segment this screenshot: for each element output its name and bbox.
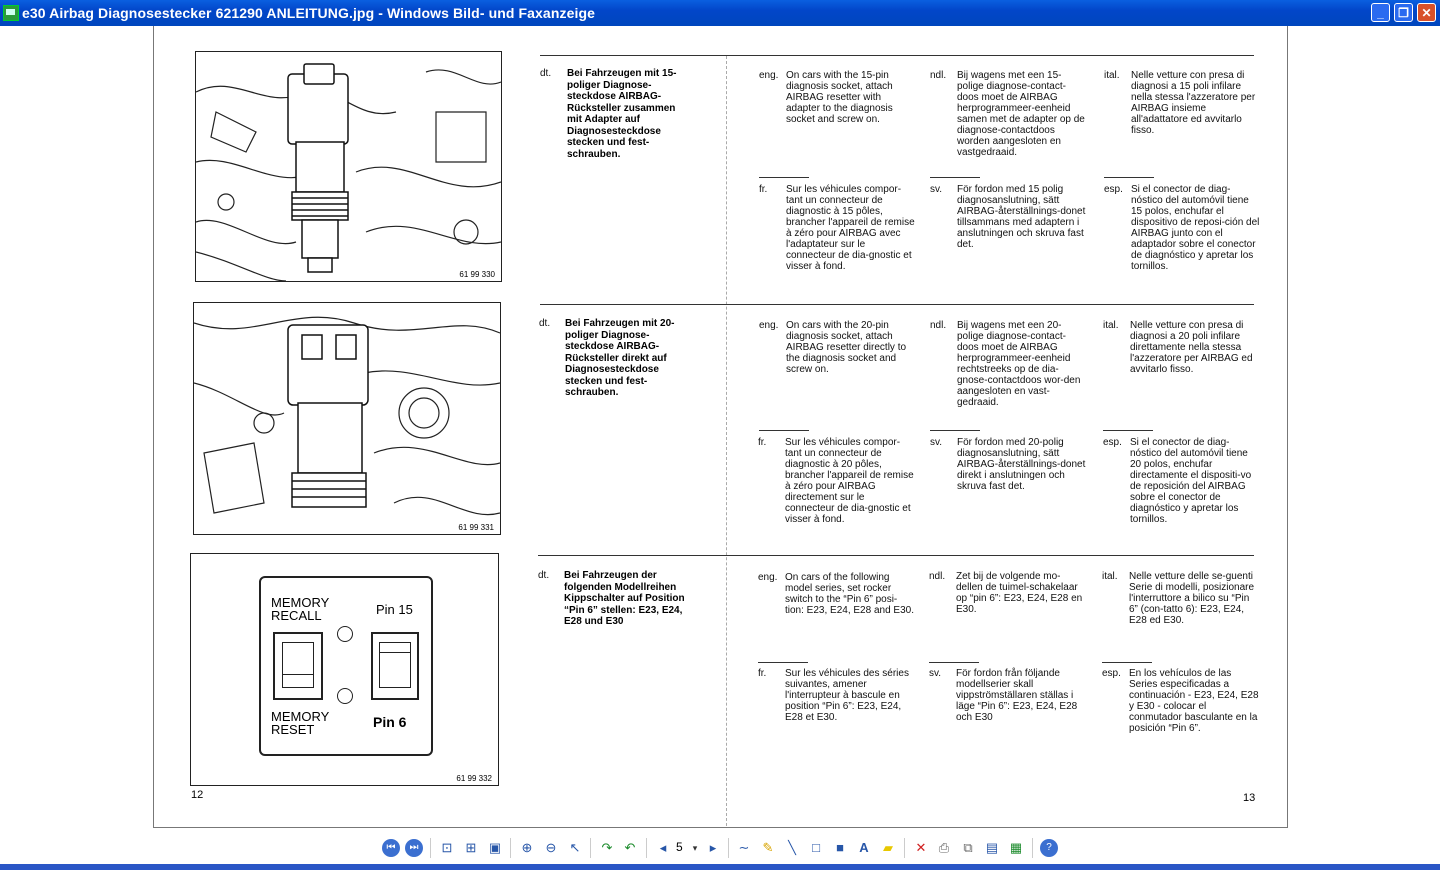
image-viewport[interactable] — [0, 26, 1440, 831]
section-rule — [540, 304, 1254, 305]
lang-rule — [930, 430, 980, 431]
note-icon[interactable]: ▰ — [883, 840, 893, 855]
help-icon[interactable]: ? — [1040, 839, 1058, 857]
viewer-toolbar — [0, 831, 1440, 864]
lang-rule — [1102, 662, 1152, 663]
zoom-in-icon[interactable]: ⊕ — [521, 840, 533, 855]
first-image-icon[interactable]: ⏮ — [382, 839, 400, 857]
lang-rule — [930, 177, 980, 178]
minimize-button[interactable]: _ — [1371, 3, 1390, 22]
lang-rule — [929, 662, 979, 663]
lang-rule — [759, 177, 809, 178]
figure-3 — [190, 553, 499, 786]
rotate-clockwise-icon[interactable]: ↷ — [601, 840, 613, 855]
section-3-fr: fr. Sur les véhicules des séries suivantes, amener l'interrupteur à bascule en position “Pin 6”: E23, E24, E28 et E30. — [758, 668, 909, 723]
previous-page-icon[interactable]: ◂ — [659, 840, 667, 855]
lang-rule — [758, 662, 808, 663]
copy-to-icon[interactable]: ⧉ — [963, 840, 973, 855]
section-1-sv: sv. För fordon med 15 polig diagnosanslutning, sätt AIRBAG-återställnings-donet tillsammans med adaptern i anslutningen och skruva fast det. — [930, 184, 1086, 250]
lang-code: dt. — [540, 68, 552, 79]
section-2-esp: esp. Si el conector de diag-nóstico del automóvil tiene 20 polos, enchufar directamente el dispositi-vo de reposición del AIRBAG sobre el conector de diagnóstico y apretar los tornillos. — [1103, 437, 1252, 525]
section-2-fr: fr. Sur les véhicules compor-tant un connecteur de diagnostic à 20 pôles, brancher l'appareil de remise à zéro pour AIRBAG directement sur le connecteur de dia-gnostic et visser à fond. — [758, 437, 914, 525]
diagnosis-adapter-illustration — [196, 52, 501, 281]
best-fit-icon[interactable]: ⊡ — [441, 840, 453, 855]
section-1-ndl: ndl. Bij wagens met een 15-polige diagnose-contact-doos moet de AIRBAG herprogrammeer-eenheid samen met de adapter op de diagnose-contactdoos worden aangesloten en vastgedraaid. — [930, 70, 1085, 158]
lang-rule — [759, 430, 809, 431]
section-3-ndl: ndl. Zet bij de volgende mo-dellen de tuimel-schakelaar op “pin 6”: E23, E24, E28 en E30. — [929, 571, 1083, 615]
edit-icon[interactable]: ▦ — [1009, 840, 1023, 855]
section-2-ndl: ndl. Bij wagens met een 20-polige diagnose-contact-doos moet de AIRBAG herprogrammeer-eenheid rechtstreeks op de dia-gnose-contactdoos wor-den aangesloten en vast-gedraaid. — [930, 320, 1081, 408]
pin6-label: Pin 6 — [373, 714, 407, 730]
section-3-ital: ital. Nelle vetture delle se-guenti Serie di modelli, posizionare l'interruttore a bilico su “Pin 6” (con-tatto 6): E23, E24, E28 ed E30. — [1102, 571, 1255, 626]
section-3-eng: eng. On cars of the following model series, set rocker switch to the “Pin 6” posi-tion: E23, E24, E28 and E30. — [758, 572, 914, 616]
section-rule — [540, 55, 1254, 56]
rectangle-icon[interactable]: □ — [812, 840, 820, 855]
memory-recall-label: MEMORY RECALL — [271, 595, 330, 623]
select-icon[interactable]: ↖ — [569, 840, 581, 855]
figure-2 — [193, 302, 501, 535]
save-icon[interactable]: ▤ — [985, 840, 999, 855]
memory-rocker-switch — [273, 632, 323, 700]
actual-size-icon[interactable]: ⊞ — [465, 840, 477, 855]
title-bar — [0, 0, 1440, 26]
page-number-select[interactable]: 5 — [676, 840, 683, 854]
indicator-light — [337, 626, 353, 642]
print-icon[interactable]: ⎙ — [938, 840, 950, 855]
pin15-label: Pin 15 — [376, 602, 413, 617]
rotate-counterclockwise-icon[interactable]: ↶ — [624, 840, 636, 855]
lang-rule — [1104, 177, 1154, 178]
figure-number: 61 99 332 — [456, 774, 492, 783]
page-number-right: 13 — [1243, 792, 1256, 804]
section-1-ital: ital. Nelle vetture con presa di diagnosi a 15 poli infilare nella stessa l'azzeratore per AIRBAG insieme all'adattatore ed avvitarlo fisso. — [1104, 70, 1256, 136]
page-gutter — [726, 56, 727, 826]
section-2-ital: ital. Nelle vetture con presa di diagnosi a 20 poli infilare direttamente nella stessa l'azzeratore per AIRBAG ed avvitarlo fisso. — [1103, 320, 1253, 375]
figure-number: 61 99 331 — [458, 523, 494, 532]
section-2-eng: eng. On cars with the 20-pin diagnosis socket, attach AIRBAG resetter directly to the diagnosis socket and screw on. — [759, 320, 907, 375]
taskbar-strip — [0, 864, 1440, 870]
indicator-light — [337, 688, 353, 704]
maximize-button[interactable]: ❐ — [1394, 3, 1413, 22]
close-button[interactable]: ✕ — [1417, 3, 1436, 22]
next-page-icon[interactable]: ▸ — [709, 840, 717, 855]
document-image: 61 99 330 61 99 331 MEMORY RECALL Pin 15 MEMORY RESET Pin 6 61 99 332 dt. Bei Fahrzeugen mit 15-poliger Diagnose-steckdose AIRBAG-Rücksteller zusammen mit Adapter auf Diagnosesteckdose stecken und fest-schrauben. eng. On cars with the 15-pin diagnosis socket, attach AIRBAG resetter with adapter to the diagnosis socket and screw on. ndl. Bij wagens met een 15-polige diagnose-contact-doos moet de AIRBAG herprogrammeer-eenheid samen met de adapter op de diagnose-contactdoos worden aangesloten en vastgedraaid. ital. Nelle vetture con presa di diagnosi a 15 poli infilare nella stessa l'azzeratore per AIRBAG insieme all'adattatore ed avvitarlo fisso. fr. Sur les véhicules compor-tant un connecteur de diagnostic à 15 pôles, brancher l'appareil de remise à zéro pour AIRBAG avec l'adaptateur sur le connecteur de dia-gnostic et visser à fond. sv. För fordon med 15 polig diagnosanslutning, sätt AIRBAG-återställnings-donet tillsammans med adaptern i anslutningen och skruva fast det. esp. Si el conector de diag-nóstico del automóvil tiene 15 polos, enchufar el dispositivo de reposi-ción del AIRBAG junto con el adaptador sobre el conector de diagnóstico y apretar los tornillos. dt. Bei Fahrzeugen mit 20-poliger Diagnose-steckdose AIRBAG-Rücksteller direkt auf Diagnosesteckdose stecken und fest-schrauben. eng. On cars with the 20-pin diagnosis socket, attach AIRBAG resetter directly to the diagnosis socket and screw on. ndl. Bij wagens met een 20-polige diagnose-contact-doos moet de AIRBAG herprogrammeer-eenheid rechtstreeks op de dia-gnose-contactdoos wor-den aangesloten en vast-gedraaid. ital. Nelle vetture con presa di diagnosi a 20 poli infilare direttamente nella stessa l'azzeratore per AIRBAG ed avvitarlo fisso. fr. Sur les véhicules compor-tant un connecteur de diagnostic à 20 pôles, brancher l'appareil de remise à zéro pour AIRBAG directement sur le connecteur de dia-gnostic et visser à fond. sv. För fordon med 20-polig diagnosanslutning, sätt AIRBAG-återställnings-donet direkt i anslutningen och skruva fast det. esp. Si el conector de diag-nóstico del automóvil tiene 20 polos, enchufar directamente el dispositi-vo de reposición del AIRBAG sobre el conector de diagnóstico y apretar los tornillos. dt. Bei Fahrzeugen der folgenden Modellreihen Kippschalter auf Position “Pin 6” stellen: E23, E24, E28 und E30 eng. On cars of the following model series, set rocker switch to the “Pin 6” posi-tion: E23, E24, E28 and E30. ndl. Zet bij de volgende mo-dellen de tuimel-schakelaar op “pin 6”: E23, E24, E28 en E30. ital. Nelle vetture delle se-guenti Serie di modelli, posizionare l'interruttore a bilico su “Pin 6” (con-tatto 6): E23, E24, E28 ed E30. fr. Sur les véhicules des séries suivantes, amener l'interrupteur à bascule en position “Pin 6”: E23, E24, E28 et E30. sv. För fordon från följande modellserier skall vippströmställaren ställas i läge “Pin 6”: E23, E24, E28 och E30 esp. En los vehículos de las Series especificadas a continuación - E23, E24, E28 y E30 - colocar el conmutador basculante en la posición “Pin 6”. 12 13 — [153, 26, 1288, 828]
section-2-german-text: Bei Fahrzeugen mit 20-poliger Diagnose-steckdose AIRBAG-Rücksteller direkt auf Diagnosesteckdose stecken und fest-schrauben. — [565, 318, 675, 398]
filled-rectangle-icon[interactable]: ■ — [836, 840, 844, 855]
section-1-german-text: Bei Fahrzeugen mit 15-poliger Diagnose-steckdose AIRBAG-Rücksteller zusammen mit Adapter auf Diagnosesteckdose stecken und fest-schrauben. — [567, 68, 677, 160]
app-icon — [3, 5, 19, 21]
text-icon[interactable]: A — [859, 840, 869, 855]
switch-panel — [259, 576, 433, 756]
slideshow-icon[interactable]: ▣ — [488, 840, 502, 855]
freehand-icon[interactable]: ∼ — [738, 840, 750, 855]
lang-rule — [1103, 430, 1153, 431]
pin-rocker-switch — [371, 632, 419, 700]
delete-icon[interactable]: ✕ — [915, 840, 927, 855]
page-number-left: 12 — [191, 789, 204, 801]
section-1-esp: esp. Si el conector de diag-nóstico del automóvil tiene 15 polos, enchufar el dispositivo de reposi-ción del AIRBAG junto con el adaptador sobre el conector de diagnóstico y apretar los tornillos. — [1104, 184, 1260, 272]
section-2-sv: sv. För fordon med 20-polig diagnosanslutning, sätt AIRBAG-återställnings-donet direkt i anslutningen och skruva fast det. — [930, 437, 1086, 492]
figure-number: 61 99 330 — [459, 270, 495, 279]
zoom-out-icon[interactable]: ⊖ — [545, 840, 557, 855]
diagnosis-adapter-direct-illustration — [194, 303, 500, 534]
section-1-fr: fr. Sur les véhicules compor-tant un connecteur de diagnostic à 15 pôles, brancher l'appareil de remise à zéro pour AIRBAG avec l'adaptateur sur le connecteur de dia-gnostic et visser à fond. — [759, 184, 915, 272]
section-rule — [538, 555, 1254, 556]
section-3-sv: sv. För fordon från följande modellserier skall vippströmställaren ställas i läge “Pin 6”: E23, E24, E28 och E30 — [929, 668, 1078, 723]
figure-1 — [195, 51, 502, 282]
section-3-german-text: Bei Fahrzeugen der folgenden Modellreihen Kippschalter auf Position “Pin 6” stellen: E23, E24, E28 und E30 — [564, 570, 685, 627]
last-image-icon[interactable]: ⏭ — [405, 839, 423, 857]
line-icon[interactable]: ╲ — [788, 840, 796, 855]
section-3-esp: esp. En los vehículos de las Series especificadas a continuación - E23, E24, E28 y E30 - colocar el conmutador basculante en la posición “Pin 6”. — [1102, 668, 1259, 734]
window-title: e30 Airbag Diagnosestecker 621290 ANLEITUNG.jpg - Windows Bild- und Faxanzeige — [22, 5, 595, 21]
section-1-eng: eng. On cars with the 15-pin diagnosis socket, attach AIRBAG resetter with adapter to the diagnosis socket and screw on. — [759, 70, 893, 125]
page-dropdown-icon[interactable]: ▾ — [692, 843, 698, 853]
memory-reset-label: MEMORY RESET — [271, 709, 330, 737]
highlighter-icon[interactable]: ✎ — [762, 840, 774, 855]
